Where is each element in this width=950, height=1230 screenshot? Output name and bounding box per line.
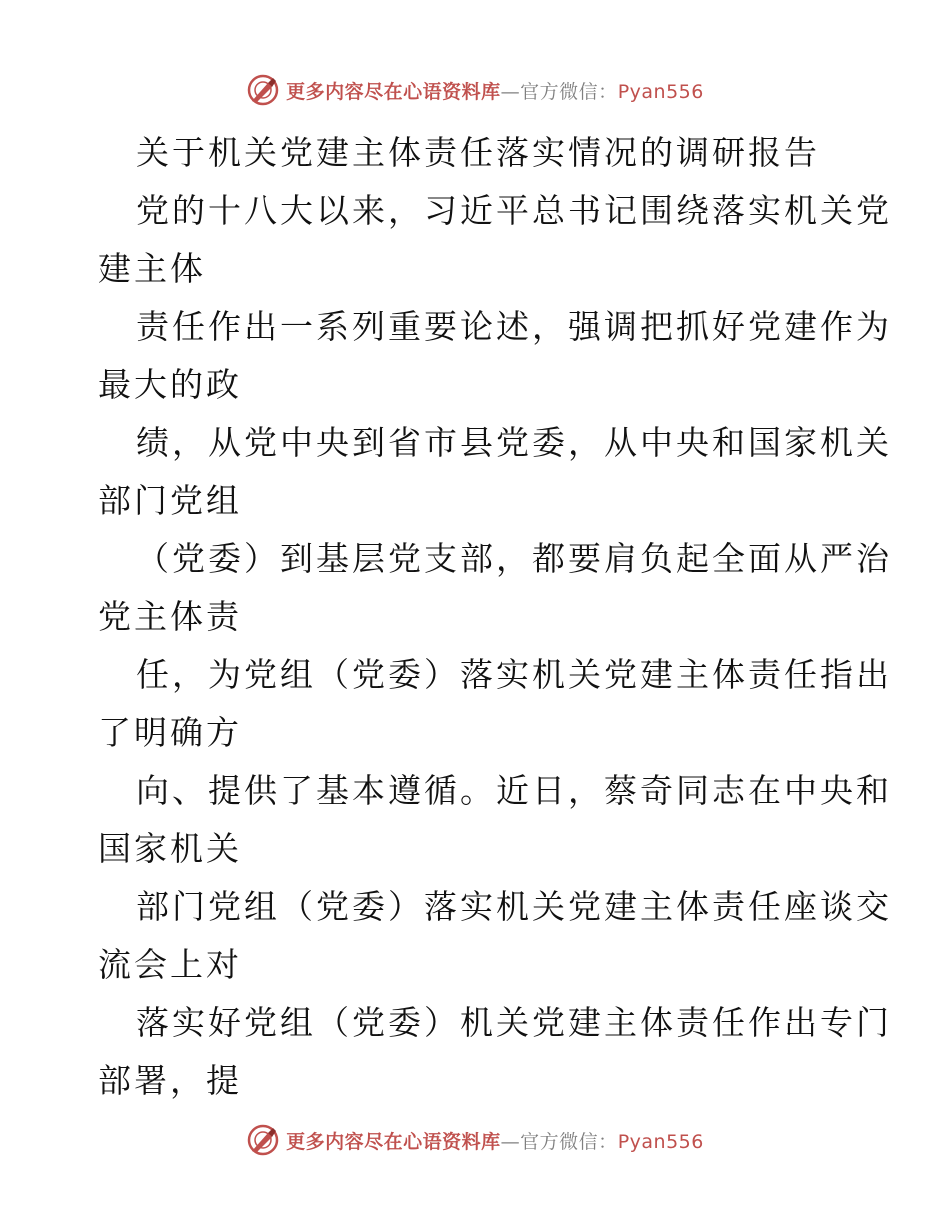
document-body xyxy=(98,124,892,1110)
text-line: （党委）到基层党支部，都要肩负起全面从严治 xyxy=(136,539,892,578)
watermark-main-text: 更多内容尽在心语资料库 xyxy=(286,80,501,103)
text-line: 最大的政 xyxy=(98,365,242,404)
watermark-sub-text: 官方微信： xyxy=(520,80,618,103)
watermark-main-text: 更多内容尽在心语资料库 xyxy=(286,1130,501,1153)
watermark-wechat-id: Pyan556 xyxy=(617,1130,704,1153)
text-line: 向、提供了基本遵循。近日，蔡奇同志在中央和 xyxy=(136,771,892,810)
text-line: 流会上对 xyxy=(98,945,242,984)
text-line: 党主体责 xyxy=(98,597,242,636)
text-line: 了明确方 xyxy=(98,713,242,752)
pen-logo-icon xyxy=(246,1123,280,1157)
text-line: 部门党组 xyxy=(98,481,242,520)
text-line: 建主体 xyxy=(98,249,206,288)
text-line: 绩，从党中央到省市县党委，从中央和国家机关 xyxy=(136,423,892,462)
text-line: 责任作出一系列重要论述，强调把抓好党建作为 xyxy=(136,307,892,346)
text-line: 国家机关 xyxy=(98,829,242,868)
footer-watermark xyxy=(0,1120,950,1160)
pen-logo-icon xyxy=(246,73,280,107)
text-line: 党的十八大以来，习近平总书记围绕落实机关党 xyxy=(136,191,892,230)
document-title: 关于机关党建主体责任落实情况的调研报告 xyxy=(136,133,820,172)
text-line: 部门党组（党委）落实机关党建主体责任座谈交 xyxy=(136,887,892,926)
text-line: 部署，提 xyxy=(98,1061,242,1100)
watermark-wechat-id: Pyan556 xyxy=(617,80,704,103)
watermark-sub-text: 官方微信： xyxy=(520,1130,618,1153)
text-line: 落实好党组（党委）机关党建主体责任作出专门 xyxy=(136,1003,892,1042)
watermark-dash: — xyxy=(500,80,521,103)
watermark-dash: — xyxy=(500,1130,521,1153)
header-watermark xyxy=(0,70,950,110)
text-line: 任，为党组（党委）落实机关党建主体责任指出 xyxy=(136,655,892,694)
